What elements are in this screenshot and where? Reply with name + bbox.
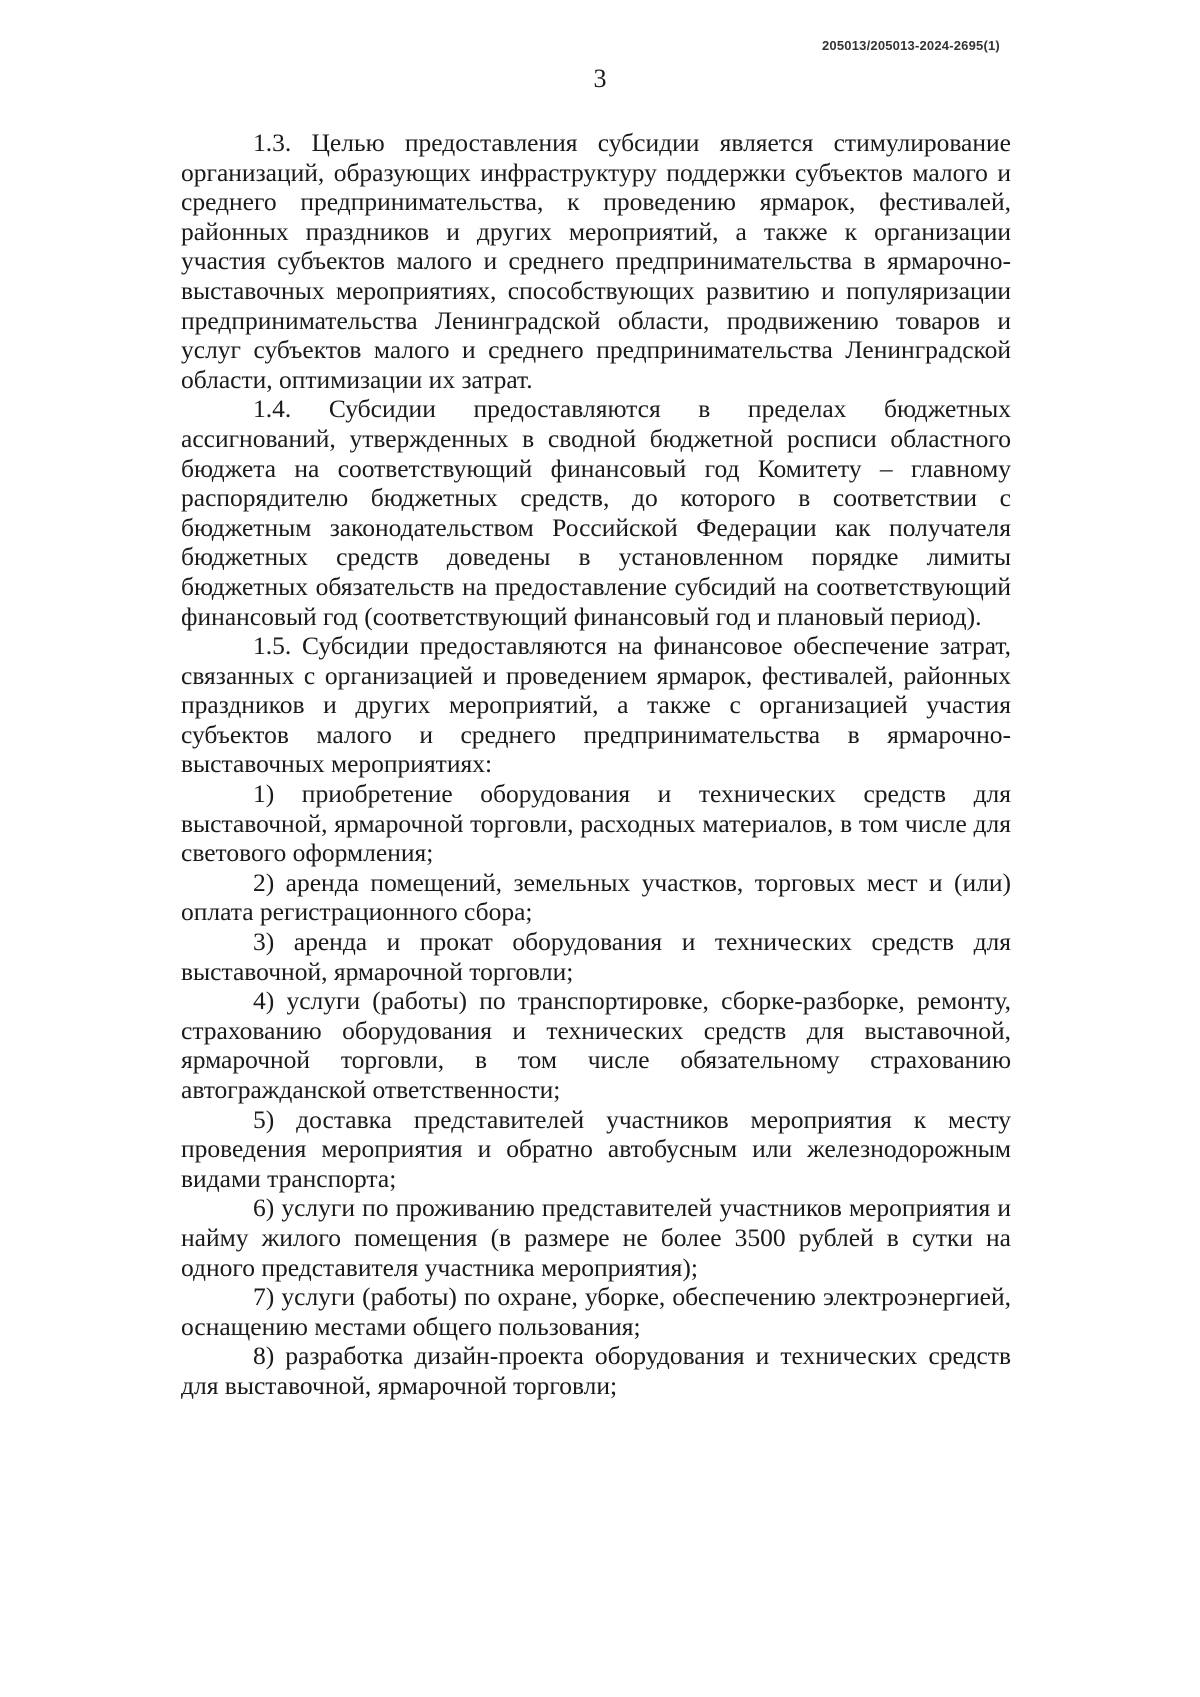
list-item: 7) услуги (работы) по охране, уборке, обеспечению электроэнергией, оснащению местами общего пользования; xyxy=(181,1282,1011,1341)
list-item: 6) услуги по проживанию представителей участников мероприятия и найму жилого помещения (в размере не более 3500 рублей в сутки на одного представителя участника мероприятия); xyxy=(181,1193,1011,1282)
document-body xyxy=(181,128,1011,1401)
paragraph-1-5: 1.5. Субсидии предоставляются на финансовое обеспечение затрат, связанных с организацией и проведением ярмарок, фестивалей, районных праздников и других мероприятий, а также с организацией участия субъектов малого и среднего предпринимательства в ярмарочно-выставочных мероприятиях: xyxy=(181,631,1011,779)
list-item: 8) разработка дизайн-проекта оборудования и технических средств для выставочной, ярмарочной торговли; xyxy=(181,1341,1011,1400)
list-item: 1) приобретение оборудования и технических средств для выставочной, ярмарочной торговли, расходных материалов, в том числе для светового оформления; xyxy=(181,779,1011,868)
page-number: 3 xyxy=(593,64,607,93)
document-id: 205013/205013-2024-2695(1) xyxy=(822,38,1000,53)
list-item: 5) доставка представителей участников мероприятия к месту проведения мероприятия и обратно автобусным или железнодорожным видами транспорта; xyxy=(181,1104,1011,1193)
list-item: 4) услуги (работы) по транспортировке, сборке-разборке, ремонту, страхованию оборудования и технических средств для выставочной, ярмарочной торговли, в том числе обязательному страхованию автогражданской ответственности; xyxy=(181,986,1011,1104)
list-item: 3) аренда и прокат оборудования и технических средств для выставочной, ярмарочной торговли; xyxy=(181,927,1011,986)
list-item: 2) аренда помещений, земельных участков, торговых мест и (или) оплата регистрационного сбора; xyxy=(181,867,1011,927)
paragraph-1-4: 1.4. Субсидии предоставляются в пределах бюджетных ассигнований, утвержденных в сводной бюджетной росписи областного бюджета на соответствующий финансовый год Комитету – главному распорядителю бюджетных средств, до которого в соответствии с бюджетным законодательством Российской Федерации как получателя бюджетных средств доведены в установленном порядке лимиты бюджетных обязательств на предоставление субсидий на соответствующий финансовый год (соответствующий финансовый год и плановый период). xyxy=(181,394,1011,631)
paragraph-1-3: 1.3. Целью предоставления субсидии является стимулирование организаций, образующих инфраструктуру поддержки субъектов малого и среднего предпринимательства, к проведению ярмарок, фестивалей, районных праздников и других мероприятий, а также к организации участия субъектов малого и среднего предпринимательства в ярмарочно-выставочных мероприятиях, способствующих развитию и популяризации предпринимательства Ленинградской области, продвижению товаров и услуг субъектов малого и среднего предпринимательства Ленинградской области, оптимизации их затрат. xyxy=(181,128,1011,394)
